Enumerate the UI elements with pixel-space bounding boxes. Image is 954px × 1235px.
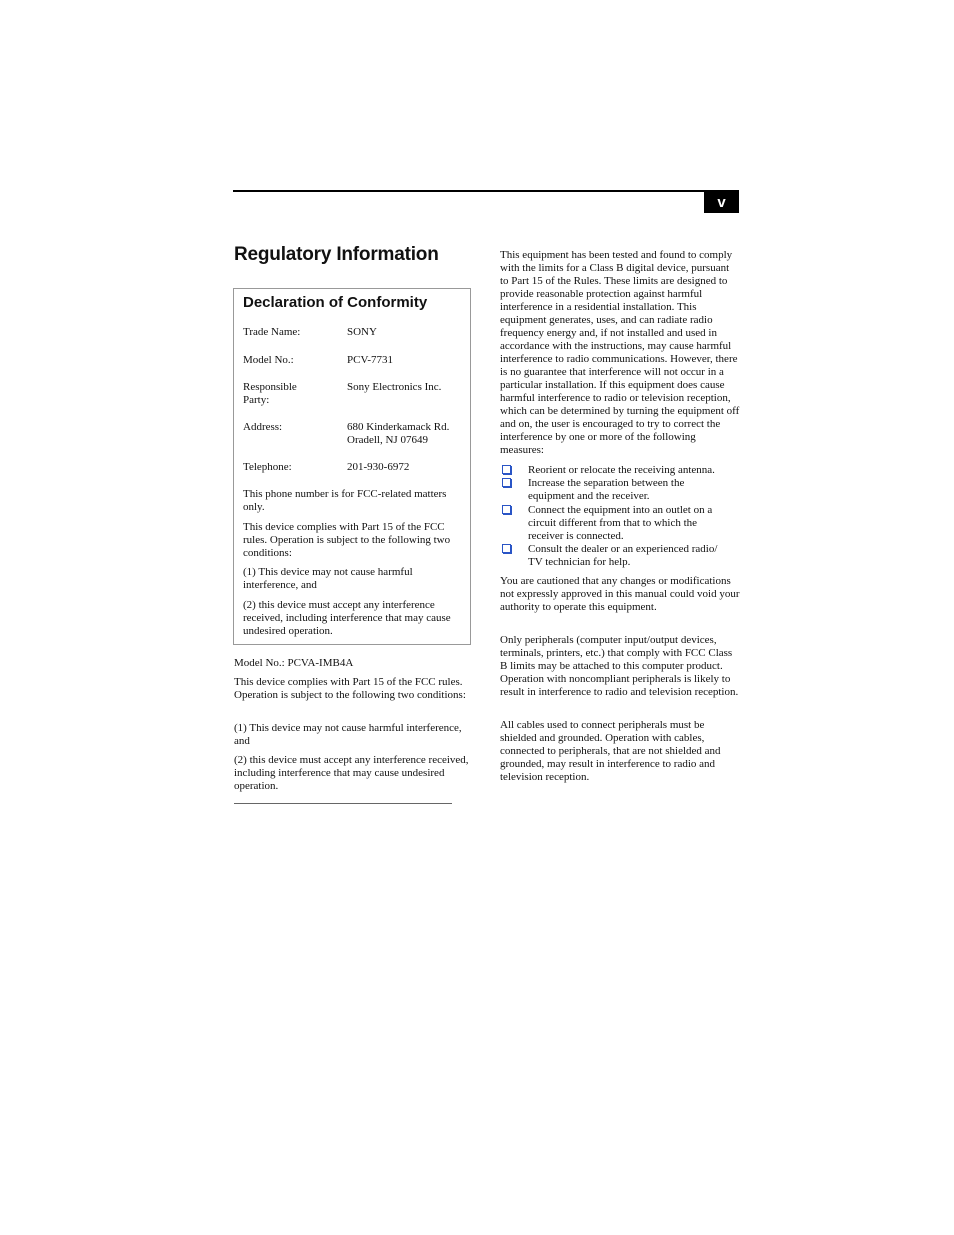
- checkbox-bullet-icon: [502, 544, 511, 553]
- trade-name-value: SONY: [347, 326, 377, 338]
- modification-warning: You are cautioned that any changes or modifications not expressly approved in this manual could void your authority to operate this equipment.: [500, 575, 740, 613]
- accessory-compliance-statement: This device complies with Part 15 of the FCC rules. Operation is subject to the following two conditions:: [234, 676, 466, 701]
- checkbox-bullet-icon: [502, 505, 511, 514]
- fcc-phone-note: This phone number is for FCC-related matters only.: [243, 488, 447, 513]
- address-value: 680 Kinderkamack Rd. Oradell, NJ 07649: [347, 421, 450, 446]
- class-b-statement: This equipment has been tested and found to comply with the limits for a Class B digital device, pursuant to Part 15 of the Rules. These limits are designed to provide reasonable protection against harmful interference in a residential installation. This equipment generates, uses, and can radiate radio frequency energy and, if not installed and used in accordance with the instructions, may cause harmful interference to radio communications. However, there is no guarantee that interference will not occur in a particular installation. If this equipment does cause harmful interference to radio or television reception, which can be determined by turning the equipment off and on, the user is encouraged to try to correct the interference by one or more of the following measures:: [500, 249, 740, 456]
- section-divider: [234, 803, 452, 804]
- declaration-title: Declaration of Conformity: [243, 294, 428, 311]
- checkbox-bullet-icon: [502, 478, 511, 487]
- peripherals-statement: Only peripherals (computer input/output devices, terminals, printers, etc.) that comply with FCC Class B limits may be attached to this computer product. Operation with noncompliant peripherals is likely to result in interference to radio and television reception.: [500, 634, 739, 698]
- model-no-label: Model No.:: [243, 354, 294, 366]
- address-label: Address:: [243, 421, 283, 433]
- compliance-statement: This device complies with Part 15 of the FCC rules. Operation is subject to the following two conditions:: [243, 521, 451, 559]
- condition-one: (1) This device may not cause harmful interference, and: [243, 566, 413, 591]
- declaration-box: [233, 288, 471, 645]
- cables-statement: All cables used to connect peripherals must be shielded and grounded. Operation with cables, connected to peripherals, that are not shielded and grounded, may result in interference to radio and television reception.: [500, 719, 721, 783]
- trade-name-label: Trade Name:: [243, 326, 301, 338]
- page-title: Regulatory Information: [234, 244, 439, 265]
- telephone-label: Telephone:: [243, 461, 292, 473]
- accessory-condition-two: (2) this device must accept any interference received, including interference that may cause undesired operation.: [234, 754, 469, 792]
- accessory-model-no: Model No.: PCVA-IMB4A: [234, 657, 354, 669]
- condition-two: (2) this device must accept any interference received, including interference that may cause undesired operation.: [243, 599, 451, 637]
- accessory-condition-one: (1) This device may not cause harmful interference, and: [234, 722, 462, 747]
- page-number: v: [704, 192, 739, 213]
- model-no-value: PCV-7731: [347, 354, 394, 366]
- responsible-party-value: Sony Electronics Inc.: [347, 381, 442, 393]
- header-rule: [233, 190, 739, 192]
- responsible-party-label: Responsible Party:: [243, 381, 297, 406]
- telephone-value: 201-930-6972: [347, 461, 410, 473]
- checkbox-bullet-icon: [502, 465, 511, 474]
